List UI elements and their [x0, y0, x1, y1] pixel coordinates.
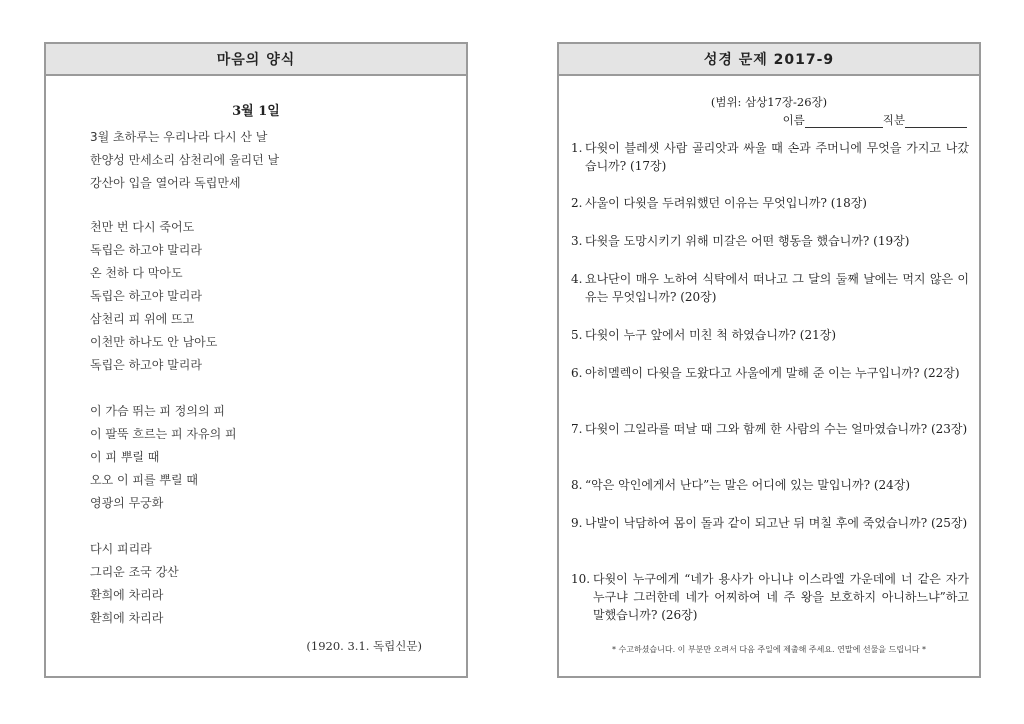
poem-line: 이 팔뚝 흐르는 피 자유의 피: [90, 427, 237, 441]
poem-line: 한양성 만세소리 삼천리에 울리던 날: [90, 153, 280, 167]
question-number: 10.: [571, 572, 591, 586]
question-number: 8.: [571, 478, 583, 492]
position-label: 직분: [882, 113, 905, 127]
question-text: 다윗이 누구 앞에서 미친 척 하였습니까? (21장): [585, 328, 837, 342]
question-text: “악은 악인에게서 난다”는 말은 어디에 있는 말입니까? (24장): [585, 478, 911, 492]
poem-line: 이천만 하나도 안 남아도: [90, 335, 218, 349]
poem-stanza-2: [90, 216, 217, 377]
question-text: 요나단이 매우 노하여 식탁에서 떠나고 그 달의 둘째 날에는 먹지 않은 이유는 무엇입니까? (20장): [585, 272, 969, 304]
poem-line: 환희에 차리라: [90, 611, 164, 625]
question-text: 다윗을 도망시키기 위해 미갈은 어떤 행동을 했습니까? (19장): [585, 234, 910, 248]
poem-line: 환희에 차리라: [90, 588, 164, 602]
name-position-row: [783, 112, 967, 128]
question-text: 다윗이 누구에게 “네가 용사가 아니냐 이스라엘 가운데에 너 같은 자가 누구냐 그러한데 네가 어찌하여 네 주 왕을 보호하지 아니하느냐”하고 말했습니까? (26장): [593, 572, 969, 622]
poem-line: 오오 이 피를 뿌릴 때: [90, 473, 198, 487]
question-number: 9.: [571, 516, 583, 530]
poem-line: 강산아 입을 열어라 독립만세: [90, 176, 241, 190]
question-8: [571, 476, 969, 494]
poem-stanza-1: [90, 126, 279, 195]
name-blank[interactable]: [805, 113, 883, 128]
question-9: [571, 514, 969, 532]
poem-line: 삼천리 피 위에 뜨고: [90, 312, 195, 326]
position-blank[interactable]: [905, 113, 967, 128]
name-label: 이름: [782, 113, 805, 127]
poem-line: 독립은 하고야 말리라: [90, 243, 202, 257]
question-7: [571, 420, 969, 438]
poem-source: (1920. 3.1. 독립신문): [306, 639, 422, 653]
poem-line: 영광의 무궁화: [90, 496, 164, 510]
question-number: 2.: [571, 196, 583, 210]
quiz-panel-header: 성경 문제 2017-9: [559, 44, 979, 76]
poem-panel-header: 마음의 양식: [46, 44, 466, 76]
question-4: [571, 270, 969, 306]
poem-title: 3월 1일: [232, 104, 280, 119]
poem-line: 3월 초하루는 우리나라 다시 산 날: [90, 130, 268, 144]
question-text: 나발이 낙담하여 몸이 돌과 같이 되고난 뒤 며칠 후에 죽었습니까? (25장): [585, 516, 968, 530]
question-1: [571, 139, 969, 175]
question-2: [571, 194, 969, 212]
question-number: 5.: [571, 328, 583, 342]
question-text: 다윗이 그일라를 떠날 때 그와 함께 한 사람의 수는 얼마였습니까? (23장): [585, 422, 968, 436]
poem-line: 독립은 하고야 말리라: [90, 289, 202, 303]
poem-line: 독립은 하고야 말리라: [90, 358, 202, 372]
poem-line: 이 가슴 뛰는 피 정의의 피: [90, 404, 225, 418]
question-10: [571, 570, 969, 624]
question-number: 7.: [571, 422, 583, 436]
poem-line: 천만 번 다시 죽어도: [90, 220, 195, 234]
poem-panel: [44, 42, 468, 678]
poem-line: 그리운 조국 강산: [90, 565, 179, 579]
question-6: [571, 364, 969, 382]
quiz-footnote: * 수고하셨습니다. 이 부분만 오려서 다음 주일에 제출해 주세요. 연말에 선물을 드립니다 *: [611, 645, 927, 654]
question-number: 4.: [571, 272, 583, 286]
question-5: [571, 326, 969, 344]
question-number: 3.: [571, 234, 583, 248]
question-text: 사울이 다윗을 두려워했던 이유는 무엇입니까? (18장): [585, 196, 867, 210]
quiz-panel: [557, 42, 981, 678]
quiz-range: (범위: 삼상17장-26장): [710, 95, 828, 109]
question-3: [571, 232, 969, 250]
poem-line: 이 피 뿌릴 때: [90, 450, 160, 464]
poem-stanza-4: [90, 538, 179, 630]
poem-line: 온 천하 다 막아도: [90, 266, 183, 280]
question-number: 1.: [571, 141, 583, 155]
question-text: 다윗이 블레셋 사람 골리앗과 싸울 때 손과 주머니에 무엇을 가지고 나갔습니까? (17장): [585, 141, 969, 173]
question-text: 아히멜렉이 다윗을 도왔다고 사울에게 말해 준 이는 누구입니까? (22장): [585, 366, 960, 380]
poem-line: 다시 피리라: [90, 542, 152, 556]
poem-stanza-3: [90, 400, 237, 515]
question-number: 6.: [571, 366, 583, 380]
